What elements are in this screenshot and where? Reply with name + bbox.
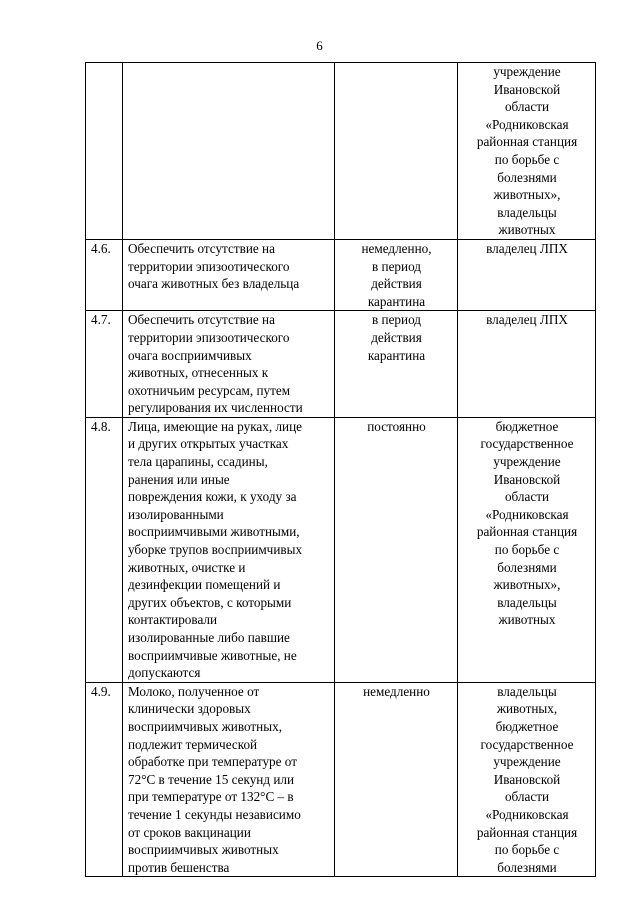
- table-row: [86, 417, 596, 682]
- responsible-text: владельцы животных, бюджетное государственное учреждение Ивановской области «Родниковская районная станция по борьбе с болезнями: [458, 682, 596, 877]
- table-row: [86, 63, 596, 240]
- table-row: [86, 682, 596, 877]
- item-number: 4.8.: [86, 417, 123, 682]
- measure-text: Молоко, полученное от клинически здоровых восприимчивых животных, подлежит термической обработке при температуре от 72°С в течение 15 секунд или при температуре от 132°С – в течение 1 секунды независимо от сроков вакцинации восприимчивых животных против бешенства: [123, 682, 335, 877]
- term-text: немедленно, в период действия карантина: [335, 239, 458, 310]
- item-number: 4.7.: [86, 311, 123, 418]
- table-row: [86, 239, 596, 310]
- measures-table: [85, 62, 596, 877]
- responsible-text: владелец ЛПХ: [458, 239, 596, 310]
- term-text: постоянно: [335, 417, 458, 682]
- item-number: [86, 63, 123, 240]
- responsible-text: бюджетное государственное учреждение Ивановской области «Родниковская районная станция по борьбе с болезнями животных», владельцы животных: [458, 417, 596, 682]
- measure-text: Обеспечить отсутствие на территории эпизоотического очага животных без владельца: [123, 239, 335, 310]
- item-number: 4.9.: [86, 682, 123, 877]
- measure-text: Обеспечить отсутствие на территории эпизоотического очага восприимчивых животных, отнесенных к охотничьим ресурсам, путем регулирования их численности: [123, 311, 335, 418]
- term-text: немедленно: [335, 682, 458, 877]
- term-text: в период действия карантина: [335, 311, 458, 418]
- responsible-text: учреждение Ивановской области «Родниковская районная станция по борьбе с болезнями животных», владельцы животных: [458, 63, 596, 240]
- measure-text: [123, 63, 335, 240]
- table-row: [86, 311, 596, 418]
- responsible-text: владелец ЛПХ: [458, 311, 596, 418]
- term-text: [335, 63, 458, 240]
- item-number: 4.6.: [86, 239, 123, 310]
- measure-text: Лица, имеющие на руках, лице и других открытых участках тела царапины, ссадины, ранения или иные повреждения кожи, к уходу за изолированными восприимчивыми животными, уборке трупов восприимчивых животных, очистке и дезинфекции помещений и других объектов, с которыми контактировали изолированные либо павшие восприимчивые животные, не допускаются: [123, 417, 335, 682]
- page-number: 6: [316, 38, 323, 53]
